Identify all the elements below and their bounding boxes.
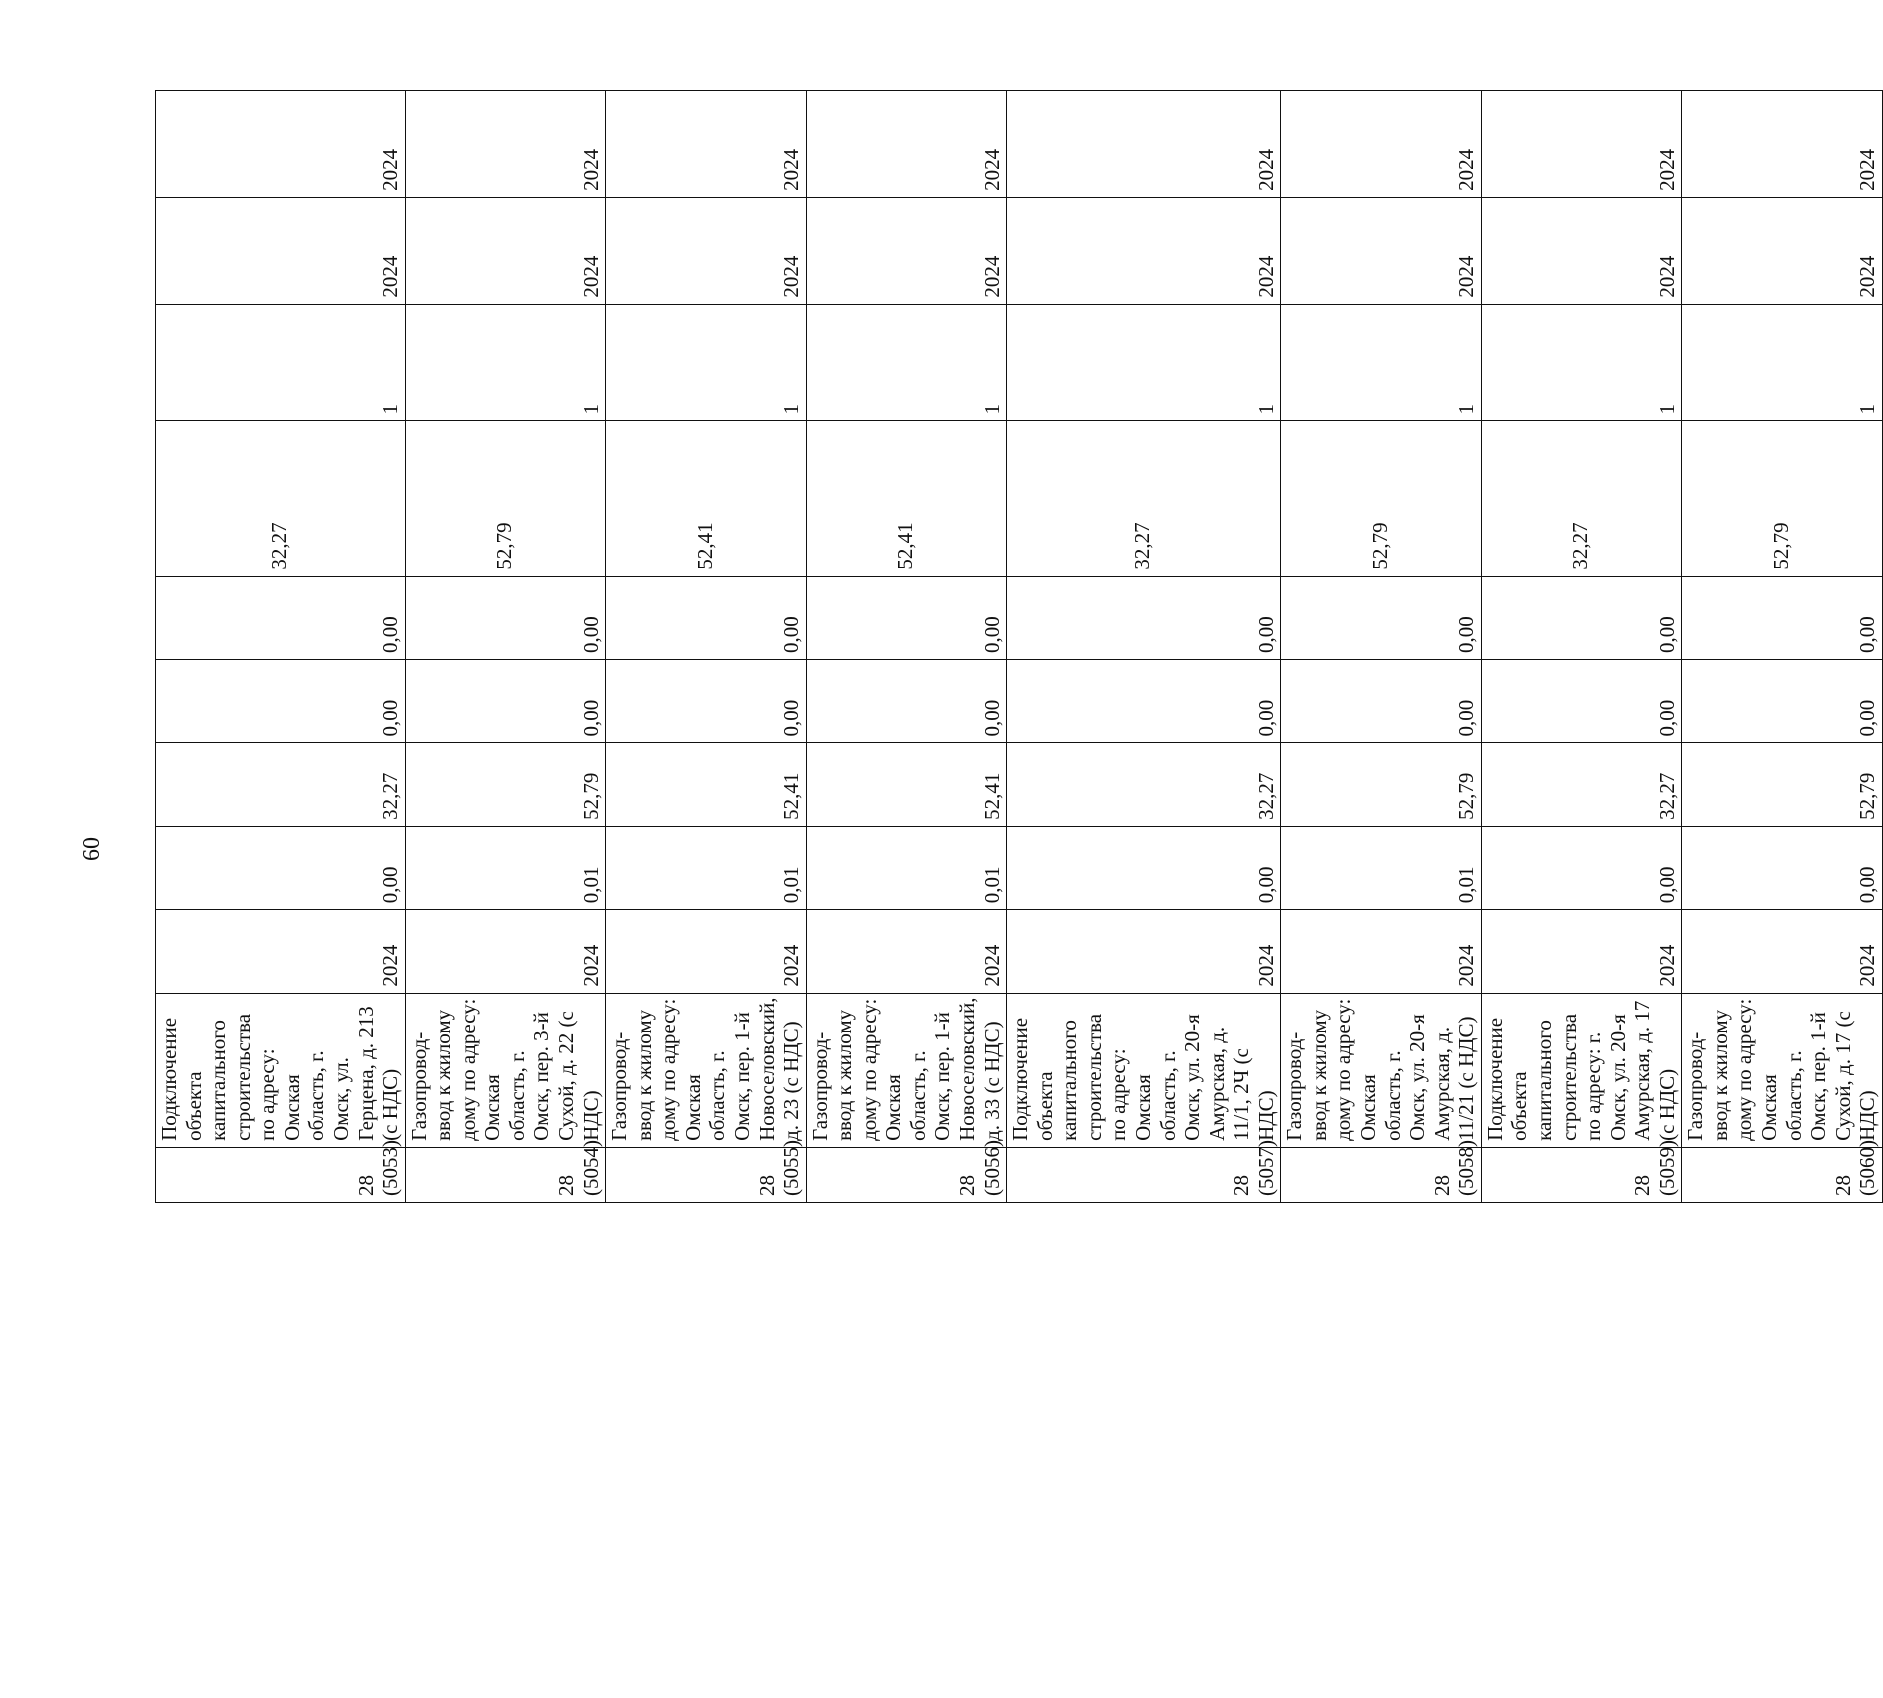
start-year: 2024 (1682, 910, 1883, 993)
row-number-cell (1682, 1140, 1883, 1202)
row-number: 28 (1429, 1175, 1454, 1196)
row-number-cell (156, 1140, 406, 1202)
value-cell-3: 0,00 (1682, 660, 1883, 743)
value-cell-1: 0,01 (405, 826, 606, 909)
year-cell-a: 2024 (1682, 197, 1883, 304)
row-number: 28 (955, 1175, 979, 1196)
total-value: 52,79 (1281, 421, 1482, 576)
quantity: 1 (806, 304, 1007, 421)
value-cell-4: 0,00 (606, 576, 807, 659)
year-cell-b: 2024 (1007, 91, 1281, 198)
row-number: 28 (754, 1175, 779, 1196)
quantity: 1 (1682, 304, 1883, 421)
object-description: Газопровод-ввод к жилому дому по адресу: Омская область, г. Омск, пер. 1-й Новоселовский, д. 23 (с НДС) (606, 993, 807, 1147)
year-cell-b: 2024 (1481, 91, 1682, 198)
value-cell-1: 0,01 (806, 826, 1007, 909)
quantity: 1 (1281, 304, 1482, 421)
value-cell-2: 52,79 (1682, 743, 1883, 826)
value-cell-4: 0,00 (156, 576, 406, 659)
row-number: 28 (1229, 1175, 1254, 1196)
value-cell-4: 0,00 (1281, 576, 1482, 659)
row-code: (5056) (979, 1140, 1004, 1196)
row-code: (5058) (1454, 1140, 1479, 1196)
start-year: 2024 (1007, 910, 1281, 993)
value-cell-2: 32,27 (1007, 743, 1281, 826)
value-cell-3: 0,00 (606, 660, 807, 743)
object-description: Газопровод-ввод к жилому дому по адресу: Омская область, г. Омск, пер. 3-й Сухой, д. 22 (с НДС) (405, 993, 606, 1147)
value-cell-2: 52,79 (405, 743, 606, 826)
value-cell-3: 0,00 (806, 660, 1007, 743)
table-row-5054 (405, 91, 606, 1203)
row-number-cell (806, 1140, 1007, 1202)
table-row-5057 (1007, 91, 1281, 1203)
value-cell-4: 0,00 (806, 576, 1007, 659)
year-cell-a: 2024 (405, 197, 606, 304)
value-cell-1: 0,00 (1481, 826, 1682, 909)
year-cell-b: 2024 (405, 91, 606, 198)
year-cell-b: 2024 (1682, 91, 1883, 198)
start-year: 2024 (606, 910, 807, 993)
value-cell-2: 52,41 (606, 743, 807, 826)
year-cell-b: 2024 (806, 91, 1007, 198)
row-number: 28 (554, 1175, 578, 1196)
table-row-5056 (806, 91, 1007, 1203)
investment-table (155, 90, 1883, 1203)
investment-table-wrapper (155, 91, 1880, 1203)
value-cell-1: 0,00 (1007, 826, 1281, 909)
quantity: 1 (405, 304, 606, 421)
value-cell-2: 32,27 (156, 743, 406, 826)
quantity: 1 (606, 304, 807, 421)
total-value: 32,27 (1007, 421, 1281, 576)
object-description: Газопровод-ввод к жилому дому по адресу: Омская область, г. Омск, пер. 1-й Новоселовский, д. 33 (с НДС) (806, 993, 1007, 1147)
row-number-cell (1481, 1140, 1682, 1202)
year-cell-a: 2024 (806, 197, 1007, 304)
value-cell-1: 0,01 (606, 826, 807, 909)
row-code: (5057) (1253, 1140, 1278, 1196)
value-cell-4: 0,00 (1007, 576, 1281, 659)
table-row-5053 (156, 91, 406, 1203)
value-cell-2: 52,41 (806, 743, 1007, 826)
object-description: Газопровод-ввод к жилому дому по адресу: Омская область, г. Омск, ул. 20-я Амурская, д. 11/21 (с НДС) (1281, 993, 1482, 1147)
row-number: 28 (1830, 1175, 1855, 1196)
year-cell-a: 2024 (1007, 197, 1281, 304)
start-year: 2024 (405, 910, 606, 993)
value-cell-2: 32,27 (1481, 743, 1682, 826)
year-cell-b: 2024 (1281, 91, 1482, 198)
row-number-cell (1007, 1140, 1281, 1202)
total-value: 32,27 (1481, 421, 1682, 576)
value-cell-1: 0,01 (1281, 826, 1482, 909)
total-value: 52,41 (606, 421, 807, 576)
total-value: 32,27 (156, 421, 406, 576)
total-value: 52,79 (1682, 421, 1883, 576)
value-cell-3: 0,00 (405, 660, 606, 743)
page-number: 60 (79, 837, 105, 861)
value-cell-3: 0,00 (1481, 660, 1682, 743)
value-cell-4: 0,00 (405, 576, 606, 659)
row-number-cell (606, 1140, 807, 1202)
year-cell-a: 2024 (156, 197, 406, 304)
row-code: (5055) (779, 1140, 804, 1196)
table-row-5058 (1281, 91, 1482, 1203)
value-cell-4: 0,00 (1682, 576, 1883, 659)
row-number-cell (1281, 1140, 1482, 1202)
object-description: Подключение объекта капитального строительства по адресу: Омская область, г. Омск, ул. Герцена, д. 213 (с НДС) (156, 993, 406, 1147)
row-code: (5059) (1654, 1140, 1679, 1196)
start-year: 2024 (806, 910, 1007, 993)
object-description: Подключение объекта капитального строительства по адресу: Омская область, г. Омск, ул. 20-я Амурская, д. 11/1, 2Ч (с НДС) (1007, 993, 1281, 1147)
table-row-5059 (1481, 91, 1682, 1203)
table-row-5060 (1682, 91, 1883, 1203)
quantity: 1 (1481, 304, 1682, 421)
value-cell-4: 0,00 (1481, 576, 1682, 659)
quantity: 1 (1007, 304, 1281, 421)
value-cell-1: 0,00 (156, 826, 406, 909)
total-value: 52,41 (806, 421, 1007, 576)
start-year: 2024 (156, 910, 406, 993)
year-cell-b: 2024 (156, 91, 406, 198)
value-cell-1: 0,00 (1682, 826, 1883, 909)
start-year: 2024 (1281, 910, 1482, 993)
object-description: Газопровод-ввод к жилому дому по адресу: Омская область, г. Омск, пер. 1-й Сухой, д. 17 (с НДС) (1682, 993, 1883, 1147)
row-code: (5054) (578, 1140, 603, 1196)
value-cell-2: 52,79 (1281, 743, 1482, 826)
quantity: 1 (156, 304, 406, 421)
object-description: Подключение объекта капитального строительства по адресу: г. Омск, ул. 20-я Амурская, д. 17 (с НДС) (1481, 993, 1682, 1147)
row-number-cell (405, 1140, 606, 1202)
row-code: (5060) (1855, 1140, 1880, 1196)
start-year: 2024 (1481, 910, 1682, 993)
year-cell-a: 2024 (1281, 197, 1482, 304)
table-row-5055 (606, 91, 807, 1203)
value-cell-3: 0,00 (156, 660, 406, 743)
row-code: (5053) (378, 1140, 403, 1196)
year-cell-b: 2024 (606, 91, 807, 198)
year-cell-a: 2024 (1481, 197, 1682, 304)
total-value: 52,79 (405, 421, 606, 576)
row-number: 28 (1630, 1175, 1655, 1196)
value-cell-3: 0,00 (1007, 660, 1281, 743)
year-cell-a: 2024 (606, 197, 807, 304)
value-cell-3: 0,00 (1281, 660, 1482, 743)
row-number: 28 (353, 1175, 378, 1196)
